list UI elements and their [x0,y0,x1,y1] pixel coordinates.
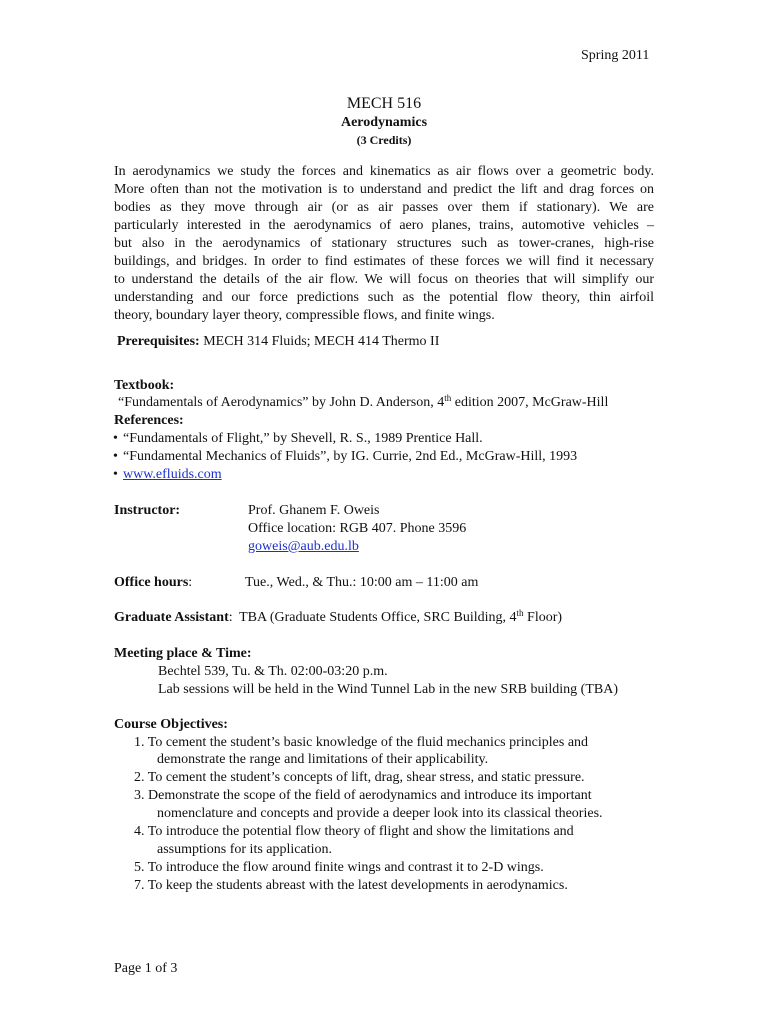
meeting-label: Meeting place & Time: [114,646,252,661]
efluids-link[interactable]: www.efluids.com [123,467,222,482]
objective-item-cont: assumptions for its application. [157,842,332,857]
course-code: MECH 516 [346,95,422,112]
textbook-sup: th [444,393,452,403]
intro-line: particularly interested in the aerodynamics of aero planes, trains, automotive vehicles – [114,218,654,233]
prerequisites-value: MECH 314 Fluids; MECH 414 Thermo II [203,334,440,349]
objective-item: 3. Demonstrate the scope of the field of aerodynamics and introduce its important [134,788,592,803]
prerequisites-label: Prerequisites: [117,334,200,349]
objective-item: 2. To cement the student’s concepts of lift, drag, shear stress, and static pressure. [134,770,585,785]
instructor-office: Office location: RGB 407. Phone 3596 [248,521,467,536]
meeting-lab-sessions: Lab sessions will be held in the Wind Tunnel Lab in the new SRB building (TBA) [158,682,618,697]
textbook-text-end: edition 2007, McGraw-Hill [451,395,609,410]
intro-line: bodies as they move through air (or as air passes over them if stationary). We are [114,200,654,215]
intro-line: theory, boundary layer theory, compressible flows, and finite wings. [114,308,495,323]
instructor-label: Instructor: [114,503,181,518]
objective-item-cont: demonstrate the range and limitations of their applicability. [157,752,489,767]
office-hours-label: Office hours [114,575,189,590]
office-hours-label-row [114,574,192,592]
objective-item: 4. To introduce the potential flow theory of flight and show the limitations and [134,824,574,839]
term-label: Spring 2011 [581,48,650,63]
graduate-assistant-text: TBA (Graduate Students Office, SRC Building, 4 [239,610,517,625]
textbook-text: “Fundamentals of Aerodynamics” by John D. Anderson, 4 [118,395,445,410]
objective-item: 1. To cement the student’s basic knowledge of the fluid mechanics principles and [134,735,589,750]
course-name: Aerodynamics [340,115,428,130]
graduate-assistant-sup: th [516,608,524,618]
textbook-value [118,394,608,412]
reference-item [113,430,483,448]
graduate-assistant-colon: : [228,610,233,625]
intro-line: to understand the details of the air flow. We will focus on theories that will simplify our [114,272,654,287]
reference-text: “Fundamentals of Flight,” by Shevell, R. S., 1989 Prentice Hall. [123,431,483,446]
reference-text: “Fundamental Mechanics of Fluids”, by IG. Currie, 2nd Ed., McGraw-Hill, 1993 [123,449,578,464]
objective-item: 7. To keep the students abreast with the latest developments in aerodynamics. [134,878,568,893]
course-credits: (3 Credits) [356,133,412,147]
prerequisites-row [117,333,439,351]
intro-line: More often than not the motivation is to understand and predict the lift and drag forces on [114,182,654,197]
intro-paragraph [114,163,654,325]
objectives-label: Course Objectives: [114,717,228,732]
intro-line: but also in the aerodynamics of stationary structures such as tower-cranes, high-rise [114,236,654,251]
objective-item: 5. To introduce the flow around finite wings and contrast it to 2-D wings. [134,860,544,875]
textbook-label: Textbook: [114,378,175,393]
instructor-name: Prof. Ghanem F. Oweis [248,503,380,518]
reference-item [113,466,222,484]
intro-line: buildings, and bridges. In order to find estimates of these forces we will find it necessary [114,254,654,269]
office-hours-colon: : [188,575,193,590]
bullet-icon: • [113,449,118,464]
graduate-assistant-text-end: Floor) [523,610,563,625]
intro-line: understanding and our force predictions such as the potential flow theory, thin airfoil [114,290,654,305]
meeting-place-time: Bechtel 539, Tu. & Th. 02:00-03:20 p.m. [158,664,388,679]
graduate-assistant-label: Graduate Assistant [114,610,229,625]
office-hours-value: Tue., Wed., & Thu.: 10:00 am – 11:00 am [245,575,479,590]
instructor-email-link[interactable]: goweis@aub.edu.lb [248,539,359,554]
objective-item-cont: nomenclature and concepts and provide a deeper look into its classical theories. [157,806,603,821]
page-number: Page 1 of 3 [114,961,178,976]
bullet-icon: • [113,431,118,446]
reference-item [113,448,577,466]
intro-line: In aerodynamics we study the forces and kinematics as air flows over a geometric body. [114,164,654,179]
graduate-assistant-row [114,609,562,627]
references-label: References: [114,413,184,428]
bullet-icon: • [113,467,118,482]
